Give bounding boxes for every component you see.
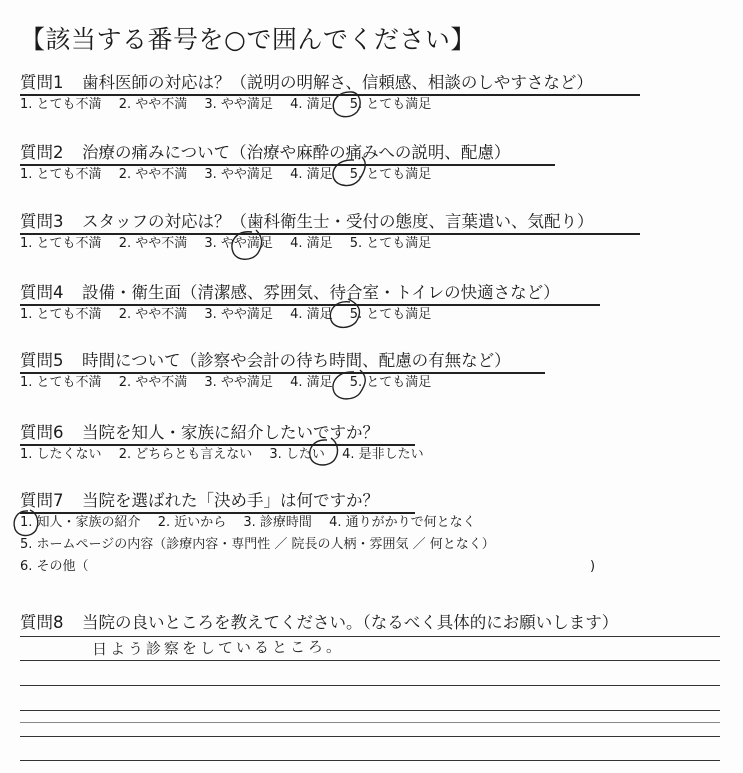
circle-mark-q6 [310,438,338,465]
option-4[interactable]: 4. 通りがかりで何となく [329,515,476,530]
question-text: 当院を選ばれた「決め手」は何ですか？ [82,491,379,510]
option-1[interactable]: 1. したくない [20,447,102,462]
option-2[interactable]: 2. やや不満 [118,97,188,112]
question-label: 質問2 [20,143,64,162]
option-6-close-paren: ) [590,559,596,574]
circle-mark-q2 [333,157,365,186]
handwritten-answer[interactable]: 日よう診察をしているところ。 [91,637,345,659]
option-5[interactable]: 5. とても満足 [349,236,432,251]
option-4[interactable]: 4. 満足 [290,97,333,112]
question-label: 質問8 [20,613,64,632]
option-3[interactable]: 3. やや満足 [204,167,273,182]
circle-mark-q3 [232,230,262,259]
option-3[interactable]: 3. やや満足 [204,236,273,251]
question-label: 質問1 [20,73,64,92]
option-4[interactable]: 4. 満足 [290,236,333,251]
option-1[interactable]: 1. とても不満 [20,236,102,251]
option-3[interactable]: 3. 診療時間 [243,515,312,530]
option-2[interactable]: 2. 近いから [157,515,227,530]
option-3[interactable]: 3. したい [269,447,325,462]
option-2[interactable]: 2. やや不満 [118,375,188,390]
option-3[interactable]: 3. やや満足 [204,307,273,322]
question-text: 設備・衛生面（清潔感、雰囲気、待合室・トイレの快適さなど） [82,283,560,302]
circle-mark-q1 [333,92,360,117]
question-text: スタッフの対応は？（歯科衛生士・受付の態度、言葉遣い、気配り） [82,212,594,231]
option-5[interactable]: 5. とても満足 [349,375,432,390]
option-5[interactable]: 5. とても満足 [349,97,432,112]
question-text: 時間について（診察や会計の待ち時間、配慮の有無など） [82,351,511,370]
form-title: 【該当する番号を○で囲んでください】 [20,25,476,54]
option-3[interactable]: 3. やや満足 [204,97,273,112]
option-1[interactable]: 1. とても不満 [20,167,102,182]
option-6[interactable]: 6. その他（ [20,559,89,574]
option-1[interactable]: 1. とても不満 [20,307,102,322]
option-2[interactable]: 2. やや不満 [118,307,188,322]
option-1[interactable]: 1. 知人・家族の紹介 [20,515,141,530]
option-4[interactable]: 4. 是非したい [342,447,424,462]
option-5[interactable]: 5. ホームページの内容（診療内容・専門性 ／ 院長の人柄・雰囲気 ／ 何となく） [20,537,495,552]
option-2[interactable]: 2. やや不満 [118,167,188,182]
option-5[interactable]: 5. とても満足 [349,167,432,182]
question-text: 治療の痛みについて（治療や麻酔の痛みへの説明、配慮） [82,143,511,162]
question-label: 質問6 [20,423,64,442]
option-5[interactable]: 5. とても満足 [349,307,432,322]
option-1[interactable]: 1. とても不満 [20,97,102,112]
question-label: 質問3 [20,212,64,231]
option-2[interactable]: 2. やや不満 [118,236,188,251]
option-2[interactable]: 2. どちらとも言えない [118,447,253,462]
option-4[interactable]: 4. 満足 [290,307,333,322]
option-4[interactable]: 4. 満足 [290,167,333,182]
option-4[interactable]: 4. 満足 [290,375,333,390]
option-3[interactable]: 3. やや満足 [204,375,273,390]
question-text: 歯科医師の対応は？（説明の明解さ、信頼感、相談のしやすさなど） [82,73,593,92]
question-label: 質問7 [20,491,64,510]
question-text: 当院の良いところを教えてください。（なるべく具体的にお願いします） [82,613,619,632]
circle-mark-q4 [330,299,359,327]
option-1[interactable]: 1. とても不満 [20,375,102,390]
question-label: 質問5 [20,351,64,370]
circle-mark-q5 [333,370,365,399]
question-label: 質問4 [20,283,64,302]
circle-mark-q7 [14,510,38,536]
question-text: 当院を知人・家族に紹介したいですか？ [82,423,379,442]
